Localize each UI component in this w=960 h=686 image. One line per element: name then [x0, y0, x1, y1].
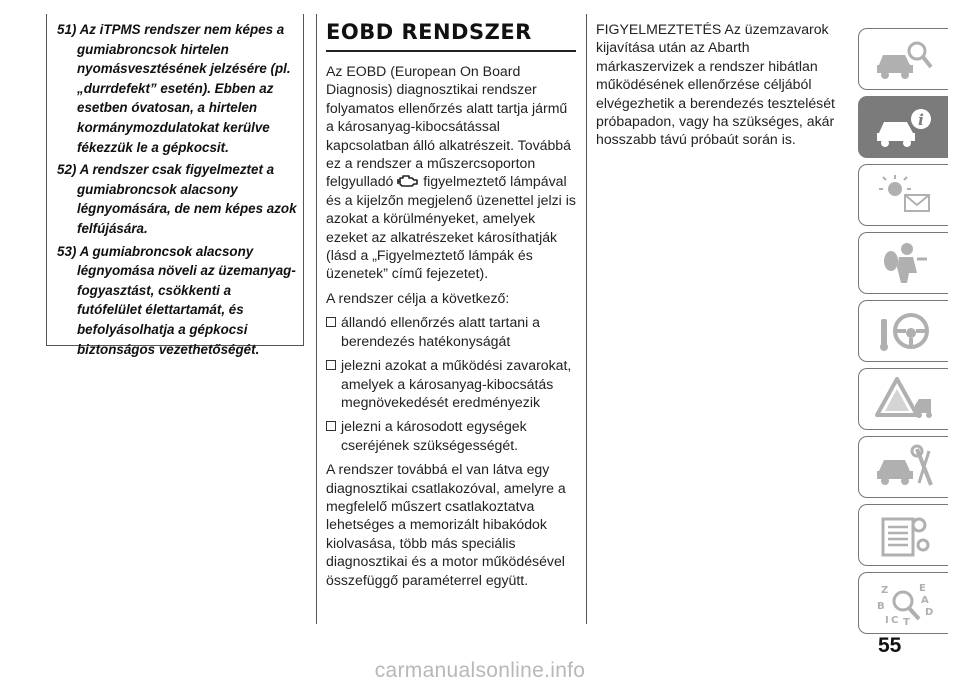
index-letter: E: [918, 583, 926, 594]
tab-driving[interactable]: [858, 300, 948, 362]
goals-intro: A rendszer célja a következő:: [326, 289, 510, 306]
checkbox-bullet-icon: [326, 317, 336, 327]
alphabetical-index-icon: [873, 579, 935, 627]
intro-text-end: figyelmeztető lámpával és a kijelzőn megjelenő üzenettel jelzi is azokat a körülményeket, amelyek ezeket az alkatrészeket károsíthatják (lásd a „Figyelmeztető lámpák és üzenetek” című fejezetet).: [326, 173, 576, 282]
index-letter: I: [884, 615, 889, 626]
engine-check-icon: [397, 174, 419, 188]
list-item: [326, 313, 576, 350]
index-letter: D: [924, 607, 933, 618]
index-letter: B: [876, 601, 885, 612]
notes-box: [46, 14, 304, 357]
list-item-text: jelezni a károsodott egységek cseréjének szükségességét.: [341, 418, 527, 453]
section-title: EOBD RENDSZER: [326, 20, 576, 52]
column-divider-left: [316, 14, 317, 624]
list-item-text: jelezni azokat a működési zavarokat, amelyek a károsanyag-kibocsátás megnövekedését eredményezik: [341, 357, 572, 410]
intro-paragraph: [326, 62, 576, 283]
svg-text:i: i: [917, 111, 924, 129]
goals-list: [326, 313, 576, 454]
tab-maintenance[interactable]: [858, 436, 948, 498]
column-divider-right: [586, 14, 587, 624]
note-51: 51) Az iTPMS rendszer nem képes a gumiabroncsok hirtelen nyomásvesztésének jelzésére (pl. „durrdefekt” esetén). Ebben az esetben óvatosan, a hirtelen kormánymozdulatokat kerülve fékezzük le a gépkocsit.: [57, 22, 291, 155]
checkbox-bullet-icon: [326, 360, 336, 370]
car-wrench-icon: [873, 443, 935, 491]
index-letter: A: [920, 595, 929, 606]
tab-dashboard[interactable]: [858, 28, 948, 90]
note-52: 52) A rendszer csak figyelmeztet a gumiabroncsok alacsony légnyomására, de nem képes azok felfújására.: [57, 162, 297, 236]
tab-airbag[interactable]: [858, 232, 948, 294]
list-item: [326, 356, 576, 411]
warning-triangle-icon: [873, 375, 935, 423]
warning-column: [596, 20, 846, 155]
warning-paragraph: FIGYELMEZTETÉS Az üzemzavarok kijavítása után az Abarth márkaszervizek a rendszer hibátlan működésének ellenőrzése céljából elvégezhetik a berendezés tesztelését próbapadon, vagy ha szükséges, akár hosszabb távú próbaút során is.: [596, 21, 835, 148]
car-info-icon: [873, 103, 935, 151]
index-letter: T: [902, 617, 910, 627]
checkbox-bullet-icon: [326, 421, 336, 431]
index-letter: C: [890, 615, 898, 626]
warning-lights-icon: [873, 171, 935, 219]
tab-safety[interactable]: [858, 96, 948, 158]
list-item: [326, 417, 576, 454]
note-53: 53) A gumiabroncsok alacsony légnyomása növeli az üzemanyag-fogyasztást, csökkenti a futófelület élettartamát, és befolyásolhatja a gépkocsi biztonságos vezethetőségét.: [57, 243, 296, 357]
closing-paragraph: A rendszer továbbá el van látva egy diagnosztikai csatlakozóval, amelyre a megfelelő műszert csatlakoztatva lehetséges a memorizált hibakódok kiolvasása, több más speciális diagnosztikai és a motor működésével összefüggő paraméterrel együtt.: [326, 461, 566, 588]
specs-list-gear-icon: [873, 511, 935, 559]
eobd-section: [326, 20, 576, 595]
airbag-person-icon: [873, 239, 935, 287]
page-number: 55: [878, 634, 902, 657]
index-letter: Z: [880, 585, 888, 596]
tab-warning-lights[interactable]: [858, 164, 948, 226]
intro-text-start: Az EOBD (European On Board Diagnosis) diagnosztikai rendszer folyamatos ellenőrzés alatt tartja jármű a károsanyag-kibocsátással kapcsolatban álló alkatrészeit. Továbbá ez a rendszer a műszercsoporton felgyulladó: [326, 63, 571, 190]
list-item-text: állandó ellenőrzés alatt tartani a berendezés hatékonyságát: [341, 314, 541, 349]
chapter-tabs: [858, 28, 948, 640]
tab-index[interactable]: [858, 572, 948, 634]
tab-technical-data[interactable]: [858, 504, 948, 566]
tab-emergency[interactable]: [858, 368, 948, 430]
car-search-icon: [873, 35, 935, 83]
steering-wheel-icon: [873, 307, 935, 355]
watermark: carmanualsonline.info: [374, 659, 586, 682]
